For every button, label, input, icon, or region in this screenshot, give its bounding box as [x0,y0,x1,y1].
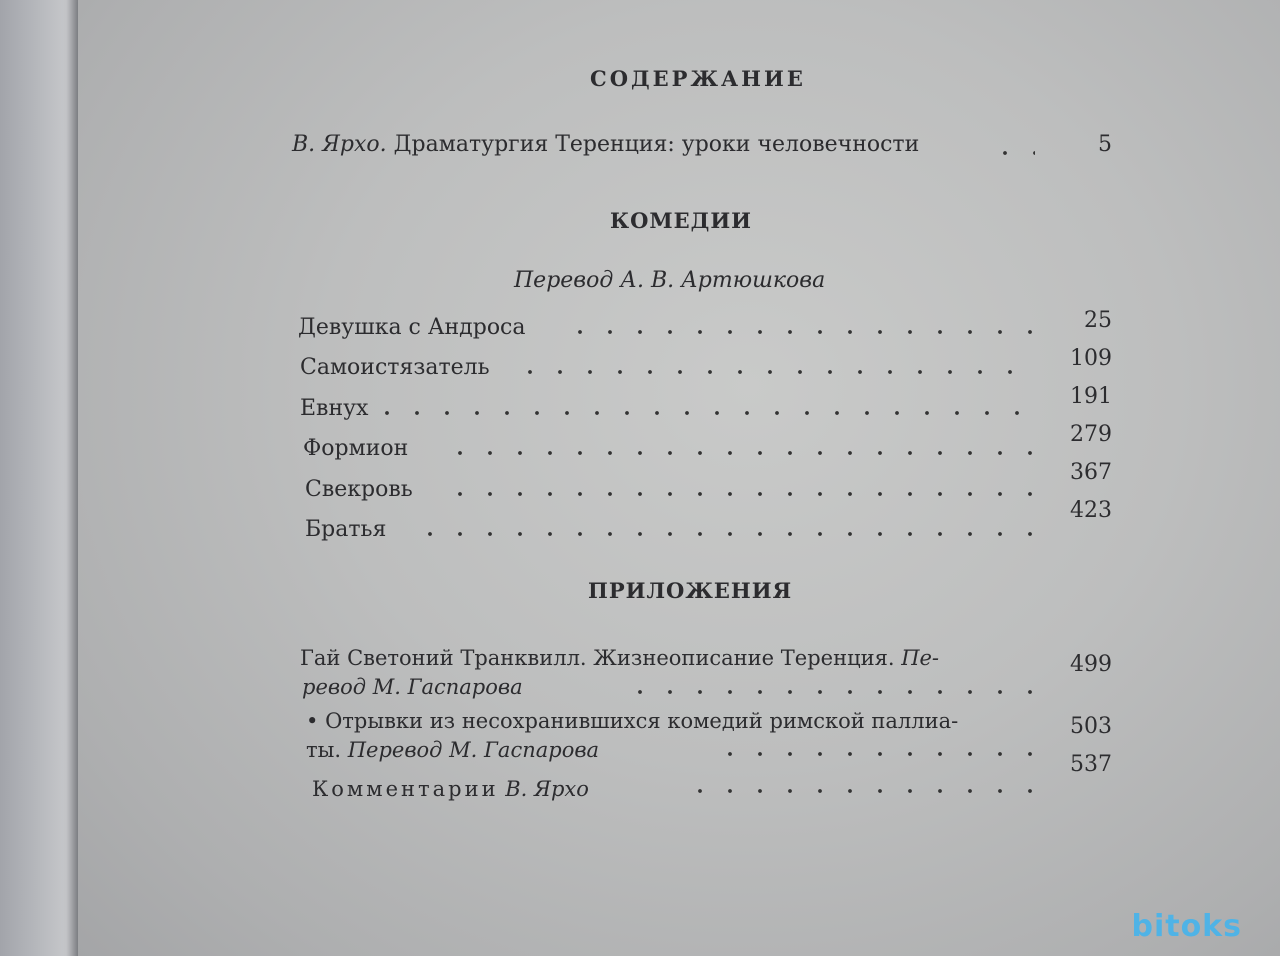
appendix-entry3 [312,776,589,802]
appendix-entry2-page: 503 [1070,714,1112,739]
appendix-entry1-line2: ревод М. Гаспарова [302,675,523,699]
section-heading-appendices: ПРИЛОЖЕНИЯ [588,578,793,603]
appendix-entry3-italic: В. Ярхо [505,777,589,801]
appendix-entry2-line1 [306,708,958,734]
dot-leader [715,752,1035,756]
dot-leader [625,690,1035,694]
adjacent-page-edge [0,0,78,956]
toc-entry-page: 25 [1084,308,1112,333]
bullet-icon: • [306,709,319,733]
toc-entry-title: Свекровь [305,477,413,502]
appendix-entry2-line2-main: ты. [306,738,342,762]
appendix-entry2-line2-italic: Перевод М. Гаспарова [347,738,600,762]
toc-entry-page: 279 [1070,422,1112,447]
dot-leader [685,789,1035,793]
toc-entry-title: Евнух [300,396,369,421]
intro-title: Драматургия Теренция: уроки человечности [393,132,920,157]
appendix-entry3-page: 537 [1070,752,1112,777]
appendix-entry1-main: Гай Светоний Транквилл. Жизнеописание Теренция. [300,646,895,670]
appendix-entry2-line2 [306,737,599,763]
watermark-text: bitoks [1131,909,1242,944]
appendix-entry3-main: Комментарии [312,777,499,801]
toc-entry-page: 423 [1070,498,1112,523]
dot-leader [445,451,1035,455]
toc-entry-page: 109 [1070,346,1112,371]
intro-page: 5 [1098,132,1112,157]
appendix-entry2-main: Отрывки из несохранившихся комедий римской паллиа- [325,709,959,733]
watermark-logo [1131,909,1242,944]
dot-leader [415,532,1035,536]
intro-author: В. Ярхо. [292,132,387,157]
dot-leader [515,370,1035,374]
dot-leader [445,492,1035,496]
appendix-entry1-italic-start: Пе- [901,646,940,670]
toc-entry-intro [292,132,919,158]
toc-entry-title: Братья [305,517,387,542]
dot-leader [565,330,1035,334]
toc-entry-page: 367 [1070,460,1112,485]
appendix-entry1-line1 [300,645,939,671]
section-heading-comedies: КОМЕДИИ [610,208,753,233]
toc-entry-title: Формион [303,436,409,461]
toc-entry-page: 191 [1070,384,1112,409]
dot-leader [372,411,1035,415]
page-title: СОДЕРЖАНИЕ [590,66,806,91]
comedies-translator: Перевод А. В. Артюшкова [514,268,826,293]
dot-leader [990,151,1035,155]
toc-entry-title: Самоистязатель [300,355,490,380]
appendix-entry1-page: 499 [1070,652,1112,677]
toc-entry-title: Девушка с Андроса [298,315,526,340]
